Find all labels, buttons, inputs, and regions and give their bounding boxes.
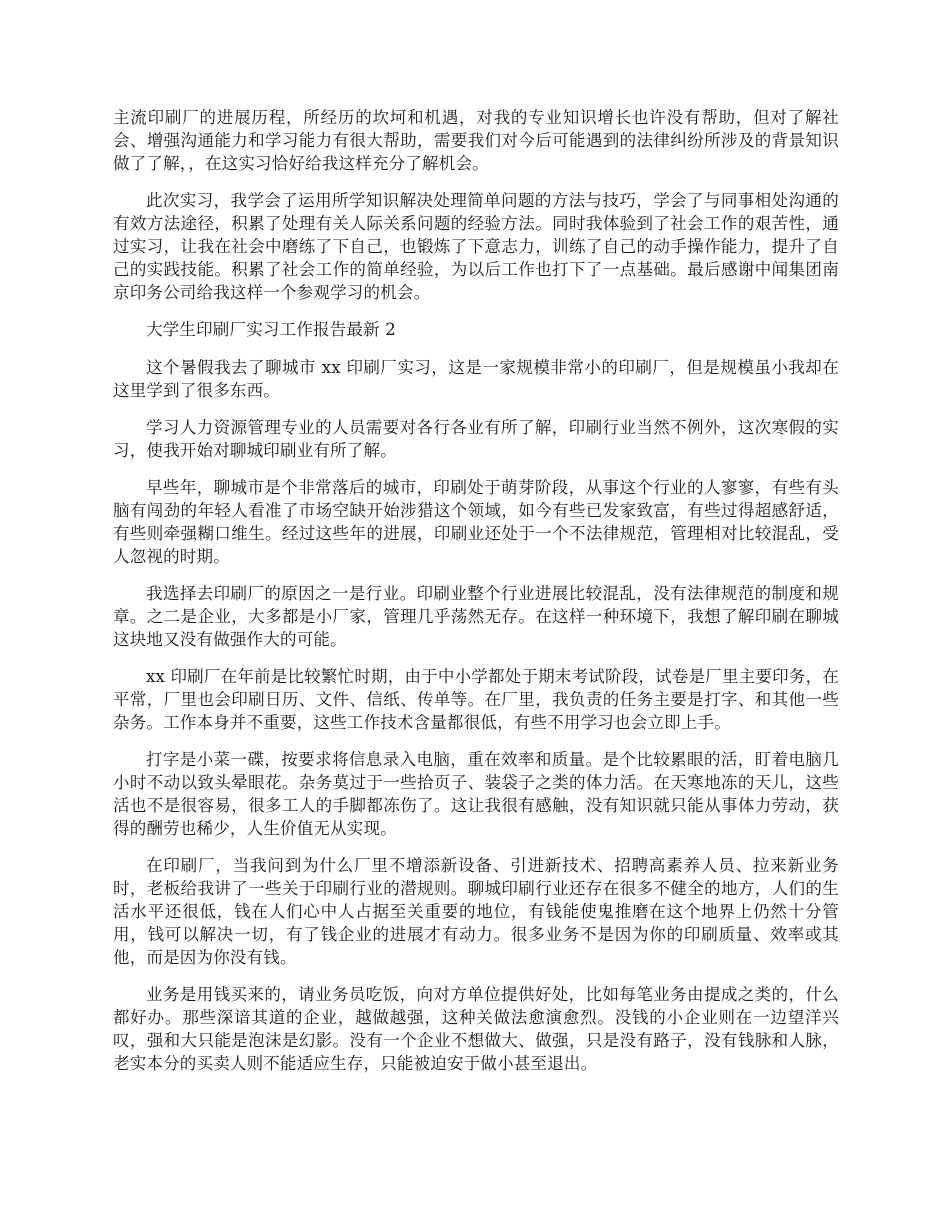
paragraph: xx 印刷厂在年前是比较繁忙时期，由于中小学都处于期末考试阶段，试卷是厂里主要印务，在平常，厂里也会印刷日历、文件、信纸、传单等。在厂里，我负责的任务主要是打字、和其他一些杂务。工作本身并不重要，这些工作技术含量都很低，有些不用学习也会立即上手。 — [113, 667, 839, 732]
paragraph: 我选择去印刷厂的原因之一是行业。印刷业整个行业进展比较混乱，没有法律规范的制度和规章。之二是企业，大多都是小厂家，管理几乎荡然无存。在这样一种环境下，我想了解印刷在聊城这块地又没有做强作大的可能。 — [113, 584, 839, 649]
paragraph-intro-continuation: 主流印刷厂的进展历程，所经历的坎坷和机遇，对我的专业知识增长也许没有帮助，但对了解社会、增强沟通能力和学习能力有很大帮助，需要我们对今后可能遇到的法律纠纷所涉及的背景知识做了了解，，在这实习恰好给我这样充分了解机会。 — [113, 108, 839, 173]
paragraph: 这个暑假我去了聊城市 xx 印刷厂实习，这是一家规模非常小的印刷厂，但是规模虽小我却在这里学到了很多东西。 — [113, 358, 839, 400]
paragraph: 早些年，聊城市是个非常落后的城市，印刷处于萌芽阶段，从事这个行业的人寥寥，有些有头脑有闯劲的年轻人看准了市场空缺开始涉猎这个领域，如今有些已发家致富，有些过得超感舒适，有些则牵强糊口维生。经过这些年的进展，印刷业还处于一个不法律规范，管理相对比较混乱，受人忽视的时期。 — [113, 478, 839, 566]
paragraph-internship-summary: 此次实习，我学会了运用所学知识解决处理简单问题的方法与技巧，学会了与同事相处沟通的有效方法途径，积累了处理有关人际关系问题的经验方法。同时我体验到了社会工作的艰苦性，通过实习，让我在社会中磨练了下自己，也锻炼了下意志力，训练了自己的动手操作能力，提升了自己的实践技能。积累了社会工作的简单经验，为以后工作也打下了一点基础。最后感谢中闻集团南京印务公司给我这样一个参观学习的机会。 — [113, 191, 839, 302]
paragraph: 业务是用钱买来的，请业务员吃饭，向对方单位提供好处，比如每笔业务由提成之类的，什么都好办。那些深谙其道的企业，越做越强，这种关做法愈演愈烈。没钱的小企业则在一边望洋兴叹，强和大只能是泡沫是幻影。没有一个企业不想做大、做强，只是没有路子，没有钱脉和人脉，老实本分的买卖人则不能适应生存，只能被迫安于做小甚至退出。 — [113, 985, 839, 1073]
paragraph: 在印刷厂，当我问到为什么厂里不增添新设备、引进新技术、招聘高素养人员、拉来新业务时，老板给我讲了一些关于印刷行业的潜规则。聊城印刷行业还存在很多不健全的地方，人们的生活水平还很低，钱在人们心中人占据至关重要的地位，有钱能使鬼推磨在这个地界上仍然十分管用，钱可以解决一切，有了钱企业的进展才有动力。很多业务不是因为你的印刷质量、效率或其他，而是因为你没有钱。 — [113, 856, 839, 967]
paragraph: 打字是小菜一碟，按要求将信息录入电脑，重在效率和质量。是个比较累眼的活，盯着电脑几小时不动以致头晕眼花。杂务莫过于一些拾页子、装袋子之类的体力活。在天寒地冻的天儿，这些活也不是很容易，很多工人的手脚都冻伤了。这让我很有感触，没有知识就只能从事体力劳动，获得的酬劳也稀少，人生价值无从实现。 — [113, 750, 839, 838]
paragraph: 学习人力资源管理专业的人员需要对各行各业有所了解，印刷行业当然不例外，这次寒假的实习，使我开始对聊城印刷业有所了解。 — [113, 418, 839, 460]
section-heading: 大学生印刷厂实习工作报告最新 2 — [146, 320, 396, 339]
document-body — [113, 106, 839, 1089]
